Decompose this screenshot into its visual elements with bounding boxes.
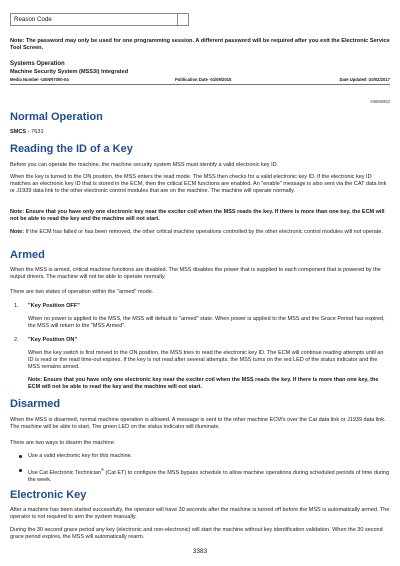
armed-paragraph-2: There are two states of operation within the "armed" mode.	[10, 289, 154, 295]
heading-armed: Armed	[10, 249, 45, 261]
reading-note-1: Note: Ensure that you have only one electronic key near the exciter coil when the MSS reads the key. If there is more than one key, the ECM will not be able to read the key and the machine will not start.	[10, 209, 385, 223]
password-note: Note: The password may only be used for one programming session. A different password will be required after you exit the Electronic Service Tool Screen.	[10, 38, 390, 52]
heading-electronic-key: Electronic Key	[10, 489, 87, 501]
list-item-key-off	[14, 303, 80, 309]
reading-paragraph-1: Before you can operate the machine, the machine security system MSS must identify a valid electronic key ID.	[10, 162, 279, 168]
list-item-key-off-text: When no power is applied to the MSS, the MSS will default to "armed" state. When power is applied to the MSS and the Grace Period has expired, the MSS will return to the "MSS Armed".	[28, 316, 385, 330]
reason-code-input[interactable]	[178, 13, 189, 26]
date-updated: Date Updated -20/02/2017	[339, 77, 390, 82]
list-item-key-on	[14, 337, 77, 343]
disarmed-paragraph-2: There are two ways to disarm the machine:	[10, 440, 116, 446]
reading-note-2	[10, 229, 390, 236]
list-number: 1.	[14, 303, 19, 309]
list-number: 2.	[14, 337, 19, 343]
bullet-2-post: (Cat ET) to configure the MSS bypass schedule to allow machine operations during scheduled periods of time during the week.	[28, 469, 390, 484]
list-item-title: "Key Position ON"	[28, 337, 78, 343]
disarmed-paragraph-1: When the MSS is disarmed, normal machine operation is allowed. A message is sent to the other machine ECM's over the Cat data link or J1939 data link. The machine will be able to start. The green LED on the status indicator will illuminate.	[10, 417, 386, 431]
header-title: Systems Operation	[10, 61, 65, 67]
disarm-bullet-2	[28, 466, 390, 484]
reading-paragraph-2: When the key is turned to the ON position, the MSS enters the read mode. The MSS then checks for a valid electronic key ID. If the electronic key ID matches an electronic key ID that is stored in the ECM, then the critical ECM functions are enabled. An "enable" message is also sent via the CAT data link or J1939 data link to the other electronic control modules that are on the machine. The machine will operate normally.	[10, 174, 387, 195]
page-number: 3383	[192, 548, 208, 555]
header-divider	[10, 84, 390, 85]
list-item-title: "Key Position OFF"	[28, 303, 80, 309]
publication-date: Publication Date -01/09/2015	[175, 77, 232, 82]
armed-paragraph-1: When the MSS is armed, critical machine functions are disabled. The MSS disables the power that is supplied to each component that is powered by the output drivers. The machine will not be able to operate normally.	[10, 267, 381, 281]
heading-normal-operation: Normal Operation	[10, 111, 103, 123]
heading-reading-key-id: Reading the ID of a Key	[10, 143, 133, 155]
electronic-key-paragraph-1: After a machine has been started successfully, the operator will have 30 seconds after the machine is turned off before the MSS is automatically armed. The operator is not required to arm the system manually.	[10, 507, 390, 521]
bullet-2-pre: Use Cat Electronic Technician	[28, 469, 101, 476]
smcs-value: 7631	[31, 129, 44, 135]
armed-note: Note: Ensure that you have only one electronic key near the exciter coil when the MSS reads the key. If there is more than one key, the ECM will not be able to read the key and the machine will not start.	[28, 377, 379, 391]
note-label: Note:	[10, 229, 25, 235]
reason-code-field	[10, 13, 189, 26]
bullet-icon	[19, 455, 22, 458]
header-subtitle: Machine Security System (MSS3i) Integrated	[10, 69, 129, 75]
media-number: Media Number -UENR7000-04	[10, 77, 69, 82]
reason-code-label: Reason Code	[10, 13, 178, 26]
note-text: If the ECM has failed or has been removed, the other critical machine operations controlled by the other electronic control modules will not operate.	[24, 229, 383, 235]
document-id: i06688962	[370, 99, 390, 104]
registered-mark: ®	[100, 467, 104, 472]
electronic-key-paragraph-2: During the 30 second grace period any key (electronic and non-electronic) will start the machine without key identification validation. When the 30 second grace period expires, the MSS will automatically rearm.	[10, 527, 383, 541]
smcs-label: SMCS -	[10, 129, 32, 135]
bullet-icon	[19, 469, 22, 472]
smcs-code	[10, 129, 44, 135]
heading-disarmed: Disarmed	[10, 398, 61, 410]
disarm-bullet-1: Use a valid electronic key for this machine.	[28, 453, 133, 459]
list-item-key-on-text: When the key switch is first moved to the ON position, the MSS tries to read the electronic key ID. The ECM will continue reading attempts until an ID is read or the read time-out expires. If the key is not read after several attempts, the MSS turns on the red LED of the status indicator and the MSS remains armed.	[28, 350, 384, 371]
